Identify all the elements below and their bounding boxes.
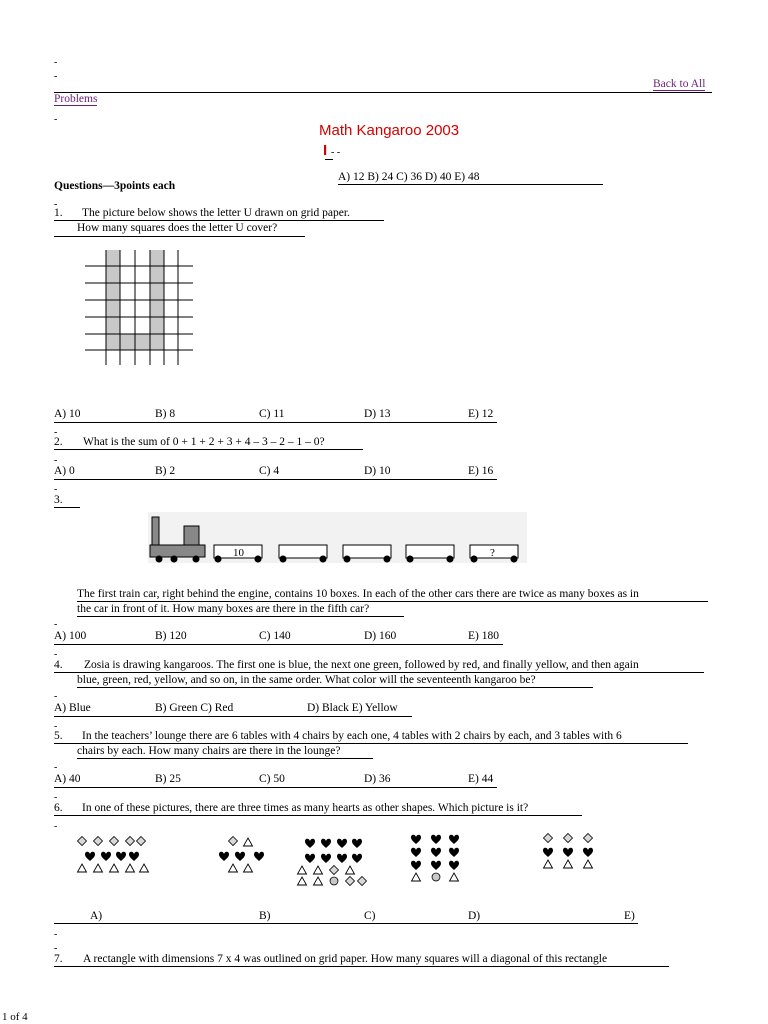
q5-number: 5.: [54, 730, 63, 742]
q5-text-line2: chairs by each. How many chairs are there in the lounge?: [77, 745, 341, 757]
marker: -: [54, 199, 58, 210]
q1-option-d: D) 13: [364, 408, 391, 420]
q6-option-a: A): [90, 910, 103, 922]
marker: -: [54, 57, 58, 68]
marker: -: [54, 114, 58, 125]
marker: -: [54, 721, 58, 732]
q6-option-d: D): [468, 910, 481, 922]
rule: [54, 743, 688, 744]
rule: [338, 184, 603, 185]
q3-number: 3.: [54, 494, 63, 506]
q3-option-c: C) 140: [259, 630, 291, 642]
q1-option-b: B) 8: [155, 408, 176, 420]
rule: [54, 787, 497, 788]
q5-text-line1: In the teachers’ lounge there are 6 tables with 4 chairs by each one, 4 tables with 2 chairs by each, and 3 tables with 6: [82, 730, 622, 742]
rule: [54, 449, 363, 450]
problems-link[interactable]: Problems: [54, 93, 98, 105]
marker: -: [54, 71, 58, 82]
rule: [54, 236, 305, 237]
q5-option-b: B) 25: [155, 773, 181, 785]
section-heading: Questions—3points each: [54, 180, 176, 192]
rule: [54, 815, 582, 816]
q5-option-a: A) 40: [54, 773, 81, 785]
q4-option-de: D) Black E) Yellow: [307, 702, 398, 714]
picture-e: [543, 834, 593, 869]
rule: [54, 220, 384, 221]
rule: [54, 672, 704, 673]
marker: -: [54, 929, 58, 940]
marker: -: [54, 484, 58, 495]
picture-c: [298, 839, 367, 886]
q5-option-d: D) 36: [364, 773, 391, 785]
rule: [77, 616, 404, 617]
q6-text: In one of these pictures, there are three times as many hearts as other shapes. Which picture is it?: [82, 802, 529, 814]
q7-number: 7.: [54, 953, 63, 965]
q6-shape-figures: [72, 830, 612, 888]
q5-option-e: E) 44: [468, 773, 494, 785]
marker: -: [54, 691, 58, 702]
rule: [54, 422, 497, 423]
marker: -: [54, 619, 58, 630]
marker: -: [54, 821, 58, 832]
q5-option-c: C) 50: [259, 773, 285, 785]
q4-option-bc: B) Green C) Red: [155, 702, 234, 714]
u-grid-figure: [85, 250, 195, 370]
rule: [77, 758, 373, 759]
q3-text-line2: the car in front of it. How many boxes are there in the fifth car?: [77, 603, 370, 615]
marker: -: [54, 649, 58, 660]
back-to-all-link[interactable]: Back to All: [653, 78, 706, 90]
q6-option-e: E): [624, 910, 635, 922]
q3-text-line1: The first train car, right behind the engine, contains 10 boxes. In each of the other cars there are twice as many boxes as in: [77, 588, 639, 600]
q2-option-a: A) 0: [54, 465, 75, 477]
marker: -: [54, 427, 58, 438]
q7-text: A rectangle with dimensions 7 x 4 was outlined on grid paper. How many squares will a diagonal of this rectangle: [83, 953, 608, 965]
rule: [54, 716, 412, 717]
picture-d: [411, 835, 459, 881]
q4-text-line2: blue, green, red, yellow, and so on, in the same order. What color will the seventeenth kangaroo be?: [77, 674, 536, 686]
picture-b: [219, 837, 264, 873]
q4-text-line1: Zosia is drawing kangaroos. The first one is blue, the next one green, followed by red, and finally yellow, and then again: [84, 659, 639, 671]
top-options: A) 12 B) 24 C) 36 D) 40 E) 48: [338, 171, 480, 183]
q1-option-c: C) 11: [259, 408, 285, 420]
page-number: 1 of 4: [2, 1011, 28, 1023]
q1-text-line2: How many squares does the letter U cover?: [77, 222, 278, 234]
q2-option-e: E) 16: [468, 465, 494, 477]
rule: [54, 644, 503, 645]
q2-number: 2.: [54, 436, 63, 448]
marker: - -: [331, 147, 341, 158]
q6-number: 6.: [54, 802, 63, 814]
header-rule: [54, 92, 712, 93]
q1-option-e: E) 12: [468, 408, 494, 420]
marker: [325, 159, 333, 160]
q6-option-b: B): [259, 910, 271, 922]
q1-text-line1: The picture below shows the letter U drawn on grid paper.: [82, 207, 350, 219]
q3-option-a: A) 100: [54, 630, 87, 642]
rule: [54, 479, 497, 480]
marker: -: [54, 762, 58, 773]
rule: [54, 507, 80, 508]
q2-option-d: D) 10: [364, 465, 391, 477]
car-label-last: ?: [490, 547, 495, 559]
q1-number: 1.: [54, 207, 63, 219]
rule: [54, 966, 669, 967]
rule: [54, 923, 638, 924]
q3-option-d: D) 160: [364, 630, 397, 642]
q6-option-c: C): [364, 910, 376, 922]
page-title: Math Kangaroo 2003: [319, 122, 460, 139]
q2-option-c: C) 4: [259, 465, 280, 477]
q2-option-b: B) 2: [155, 465, 176, 477]
rule: [77, 601, 708, 602]
marker: -: [54, 943, 58, 954]
q4-option-a: A) Blue: [54, 702, 91, 714]
q3-option-b: B) 120: [155, 630, 187, 642]
rule: [77, 687, 593, 688]
marker: -: [54, 792, 58, 803]
q3-option-e: E) 180: [468, 630, 499, 642]
train-figure: [148, 512, 528, 564]
picture-a: [78, 837, 149, 873]
q4-number: 4.: [54, 659, 63, 671]
marker: -: [54, 455, 58, 466]
car-label-first: 10: [233, 547, 244, 559]
q2-text: What is the sum of 0 + 1 + 2 + 3 + 4 – 3 – 2 – 1 – 0?: [83, 436, 325, 448]
q1-option-a: A) 10: [54, 408, 81, 420]
level-mark: I: [323, 142, 328, 159]
